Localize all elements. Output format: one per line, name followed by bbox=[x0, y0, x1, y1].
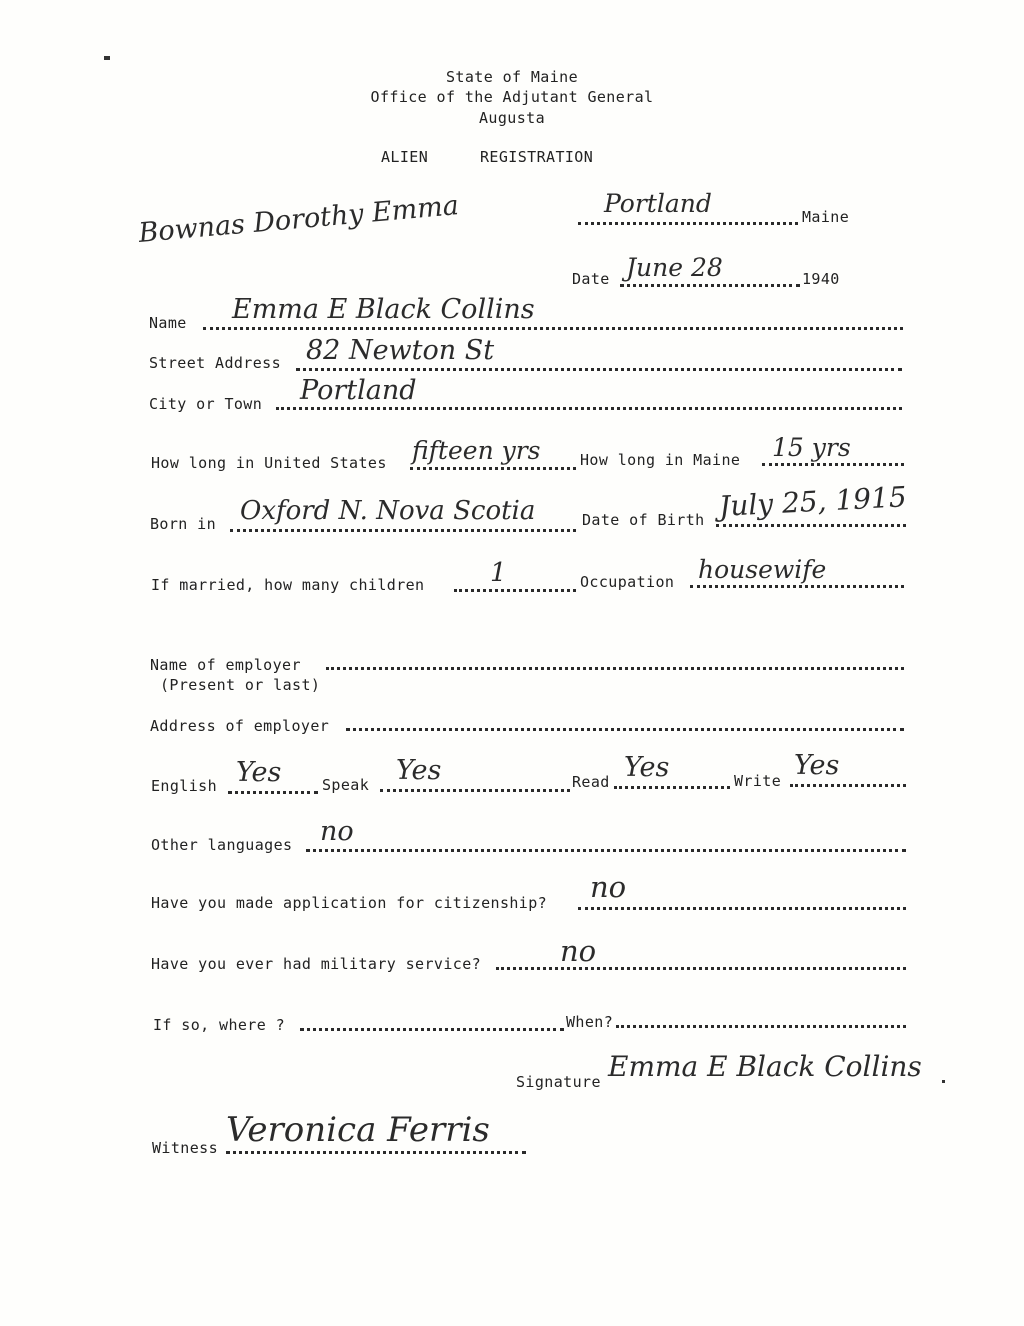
title-registration: REGISTRATION bbox=[480, 148, 594, 166]
employer-sublabel: (Present or last) bbox=[160, 676, 321, 694]
title-alien: ALIEN bbox=[381, 148, 429, 166]
other-languages-dots bbox=[306, 846, 906, 852]
dob-value: July 25, 1915 bbox=[718, 480, 908, 523]
other-languages-label: Other languages bbox=[151, 836, 293, 854]
english-label: English bbox=[151, 777, 218, 795]
military-label: Have you ever had military service? bbox=[151, 955, 482, 973]
name-value: Emma E Black Collins bbox=[232, 294, 535, 325]
signature-value: Emma E Black Collins bbox=[608, 1050, 922, 1083]
city-value: Portland bbox=[300, 375, 417, 406]
write-value: Yes bbox=[794, 750, 840, 781]
place-suffix: Maine bbox=[802, 208, 850, 226]
english-value: Yes bbox=[236, 757, 282, 788]
citizenship-label: Have you made application for citizenship? bbox=[151, 894, 548, 912]
employer-dots bbox=[326, 664, 904, 670]
read-value: Yes bbox=[624, 752, 670, 783]
employer-address-label: Address of employer bbox=[150, 717, 330, 735]
us-value: fifteen yrs bbox=[412, 436, 541, 465]
military-value: no bbox=[560, 934, 597, 968]
dob-label: Date of Birth bbox=[582, 511, 705, 529]
signature-label: Signature bbox=[516, 1073, 601, 1091]
street-value: 82 Newton St bbox=[306, 335, 495, 366]
read-dots bbox=[614, 783, 730, 789]
occupation-label: Occupation bbox=[580, 573, 675, 591]
where-label: If so, where ? bbox=[153, 1016, 286, 1034]
where-dots bbox=[300, 1025, 564, 1031]
children-value: 1 bbox=[490, 558, 507, 588]
born-label: Born in bbox=[150, 515, 217, 533]
place-value: Portland bbox=[604, 189, 712, 218]
children-label: If married, how many children bbox=[151, 576, 425, 594]
read-label: Read bbox=[572, 773, 610, 791]
signature-period bbox=[942, 1080, 945, 1083]
witness-label: Witness bbox=[152, 1139, 219, 1157]
children-dots bbox=[454, 586, 576, 592]
name-label: Name bbox=[149, 314, 187, 332]
when-dots bbox=[616, 1022, 906, 1028]
when-label: When? bbox=[566, 1013, 614, 1031]
date-year: 1940 bbox=[802, 270, 840, 288]
born-value: Oxford N. Nova Scotia bbox=[240, 496, 536, 526]
other-languages-value: no bbox=[320, 816, 354, 847]
place-dots bbox=[578, 219, 798, 225]
write-label: Write bbox=[734, 772, 782, 790]
header-city: Augusta bbox=[478, 109, 545, 127]
speak-value: Yes bbox=[396, 755, 442, 786]
street-label: Street Address bbox=[149, 354, 282, 372]
employer-address-dots bbox=[346, 725, 904, 731]
speak-label: Speak bbox=[322, 776, 370, 794]
city-label: City or Town bbox=[149, 395, 263, 413]
write-dots bbox=[790, 781, 906, 787]
dob-dots bbox=[716, 521, 906, 527]
maine-label: How long in Maine bbox=[580, 451, 741, 469]
index-name-handwritten: Bownas Dorothy Emma bbox=[137, 190, 461, 249]
citizenship-value: no bbox=[590, 870, 627, 904]
occupation-value: housewife bbox=[698, 555, 827, 584]
employer-label: Name of employer bbox=[150, 656, 301, 674]
citizenship-dots bbox=[578, 904, 906, 910]
witness-value: Veronica Ferris bbox=[226, 1110, 490, 1150]
header-state: State of Maine bbox=[445, 68, 579, 86]
speak-dots bbox=[380, 786, 570, 792]
corner-mark bbox=[104, 56, 110, 60]
english-dots bbox=[228, 788, 318, 794]
military-dots bbox=[496, 964, 906, 970]
us-label: How long in United States bbox=[151, 454, 387, 472]
born-dots bbox=[230, 526, 576, 532]
date-value: June 28 bbox=[626, 253, 723, 282]
date-label: Date bbox=[572, 270, 610, 288]
maine-value: 15 yrs bbox=[772, 433, 851, 462]
header-office: Office of the Adjutant General bbox=[370, 88, 654, 106]
